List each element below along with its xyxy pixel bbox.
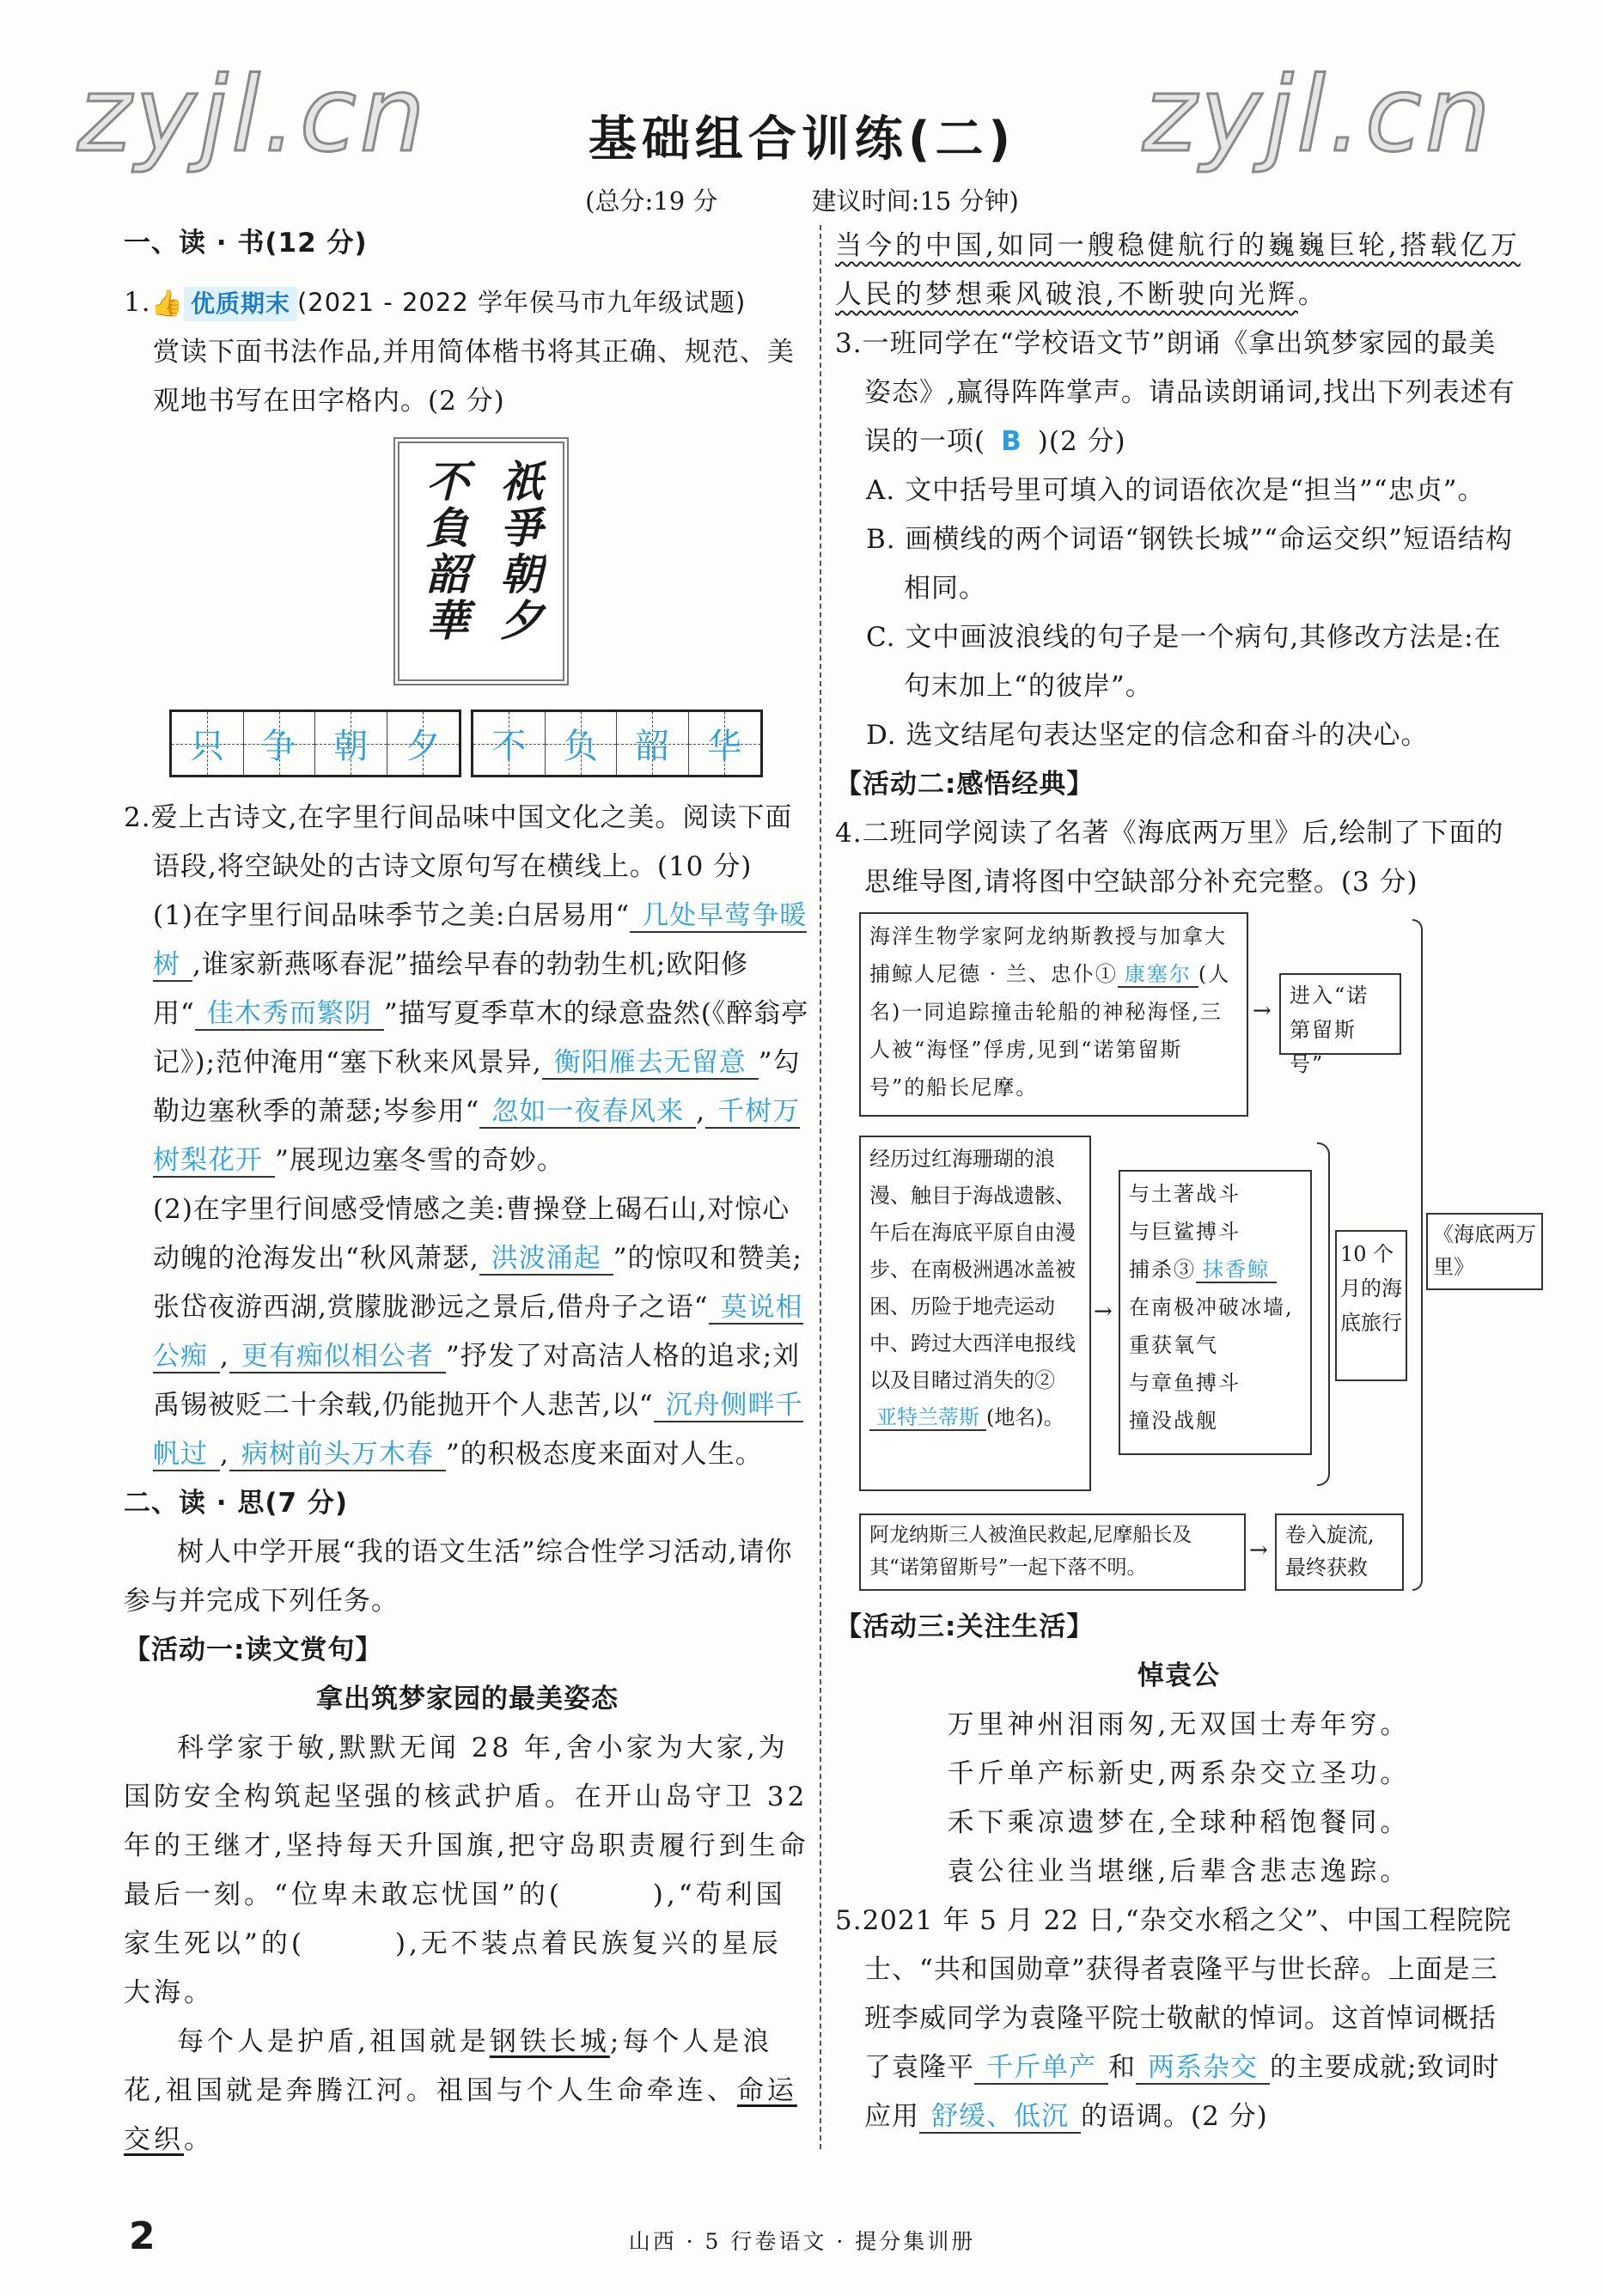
answer-blank: 沉舟侧畔千帆过 xyxy=(153,1390,803,1470)
tianzige-grid-2 xyxy=(471,710,763,777)
tianzige-grid-1 xyxy=(169,710,461,777)
q1-source: (2021 - 2022 学年侯马市九年级试题) xyxy=(296,288,747,317)
activity3-heading: 【活动三:关注生活】 xyxy=(835,1611,1095,1642)
right-column xyxy=(835,222,1536,2141)
q1-text: 赏读下面书法作品,并用简体楷书将其正确、规范、美观地书写在田字格内。(2 分) xyxy=(153,337,795,417)
section2-heading: 二、读 · 思(7 分) xyxy=(124,1488,349,1519)
column-divider xyxy=(820,225,821,2149)
article-para3: 当今的中国,如同一艘稳健航行的巍巍巨轮,搭载亿万人民的梦想乘风破浪,不断驶向光辉。 xyxy=(835,230,1521,310)
q2-intro: 爱上古诗文,在字里行间品味中国文化之美。阅读下面语段,将空缺处的古诗文原句写在横线上。(10 分) xyxy=(150,802,793,882)
watermark: zyjl.cn xyxy=(1143,56,1494,175)
grid-cell: 华 xyxy=(689,712,760,775)
answer-blank: 千树万树梨花开 xyxy=(153,1096,801,1176)
q3-option-a: A. 文中括号里可填入的词语依次是“担当”“忠贞”。 xyxy=(866,475,1485,506)
poem-line: 袁公往业当堪继,后辈含悲志逸踪。 xyxy=(947,1856,1411,1887)
arrow-right-icon: → xyxy=(1253,998,1272,1024)
answer-blank: 更有痴似相公者 xyxy=(229,1341,446,1373)
total-score: (总分:19 分 xyxy=(585,186,718,216)
poem-line: 禾下乘凉遗梦在,全球种稻饱餐同。 xyxy=(947,1807,1411,1838)
mind-map xyxy=(859,912,1546,1599)
brace-icon xyxy=(1412,919,1423,1591)
answer-blank: 亚特兰蒂斯 xyxy=(869,1405,986,1431)
question-4: 4.二班同学阅读了名著《海底两万里》后,绘制了下面的思维导图,请将图中空缺部分补充完整。(3 分) xyxy=(835,818,1504,898)
poem-line: 千斤单产标新史,两系杂交立圣功。 xyxy=(947,1758,1411,1789)
quality-badge: 优质期末 xyxy=(184,287,297,321)
page-number: 2 xyxy=(129,2214,156,2258)
answer-blank: 两系杂交 xyxy=(1136,2052,1270,2085)
answer-blank: 舒缓、低沉 xyxy=(919,2101,1081,2134)
answer-blank: 千斤单产 xyxy=(974,2052,1108,2085)
poem-line: 万里神州泪雨匆,无双国士寿年穷。 xyxy=(947,1709,1411,1740)
answer-blank: 病树前头万木春 xyxy=(229,1439,446,1471)
activity1-heading: 【活动一:读文赏句】 xyxy=(124,1635,383,1666)
mindmap-box-enter: 进入“诺第留斯号” xyxy=(1279,973,1401,1055)
mindmap-box-events: 与土著战斗 与巨鲨搏斗 捕杀③ 抹香鲸 在南极冲破冰墙, 重获氧气 与章鱼搏斗 撞没战舰 xyxy=(1119,1170,1312,1455)
grid-cell: 不 xyxy=(473,712,546,775)
q2-part2: (2)在字里行间感受情感之美:曹操登上碣石山,对惊心动魄的沧海发出“秋风萧瑟, 洪波涌起 ”的惊叹和赞美;张岱夜游西湖,赏朦胧渺远之景后,借舟子之语“ 莫说相公痴 , 更有痴似相公者 ”抒发了对高洁人格的追求;刘禹锡被贬二十余载,仍能抛开个人悲苦,以“ 沉舟侧畔千帆过 , 病树前头万木春 ”的积极态度来面对人生。 xyxy=(153,1194,803,1470)
mindmap-box-ending: 阿龙纳斯三人被渔民救起,尼摩船长及其“诺第留斯号”一起下落不明。 xyxy=(859,1513,1246,1591)
answer-blank: 几处早莺争暖树 xyxy=(153,900,808,980)
mindmap-box-ten-months: 10 个月的海底旅行 xyxy=(1335,1230,1407,1381)
mindmap-box-rescued: 卷入旋流,最终获救 xyxy=(1275,1513,1404,1591)
article-title: 拿出筑梦家园的最美姿态 xyxy=(316,1684,619,1714)
poem-title: 悼袁公 xyxy=(1137,1660,1220,1691)
answer-blank: 莫说相公痴 xyxy=(153,1292,803,1372)
answer-blank: 抹香鲸 xyxy=(1196,1258,1277,1283)
arrow-right-icon: → xyxy=(1094,1299,1113,1325)
mindmap-box-start: 海洋生物学家阿龙纳斯教授与加拿大捕鲸人尼德 · 兰、忠仆① 康塞尔 (人名)一同追踪撞击轮船的神秘海怪,三人被“海怪”俘虏,见到“诺第留斯号”的船长尼摩。 xyxy=(859,912,1248,1117)
q2-number: 2. xyxy=(124,802,151,833)
question-1 xyxy=(124,278,811,426)
suggested-time: 建议时间:15 分钟) xyxy=(811,186,1019,216)
mindmap-box-book-title: 《海底两万里》 xyxy=(1426,1213,1543,1290)
grid-cell: 夕 xyxy=(387,712,459,775)
mindmap-box-journey-detail: 经历过红海珊瑚的浪漫、触目于海战遗骸、午后在海底平原自由漫步、在南极洲遇冰盖被困、历险于地壳运动中、跨过大西洋电报线以及目睹过消失的②亚特兰蒂斯 (地名)。 xyxy=(859,1136,1091,1491)
q3-option-b: B. 画横线的两个词语“钢铁长城”“命运交织”短语结构相同。 xyxy=(866,524,1513,604)
section1-heading: 一、读 · 书(12 分) xyxy=(124,228,368,259)
answer-blank: 忽如一夜春风来 xyxy=(479,1096,696,1129)
activity2-heading: 【活动二:感悟经典】 xyxy=(835,769,1095,800)
watermark: zyjl.cn xyxy=(77,56,429,175)
q2-part1: (1)在字里行间品味季节之美:白居易用“ 几处早莺争暖树 ,谁家新燕啄春泥”描绘早春的勃勃生机;欧阳修用“ 佳木秀而繁阴 ”描写夏季草木的绿意盎然(《醉翁亭记》);范仲淹用“塞下秋来风景异, 衡阳雁去无留意 ”勾勒边塞秋季的萧瑟;岑参用“ 忽如一夜春风来 , 千树万树梨花开 ”展现边塞冬雪的奇妙。 xyxy=(153,900,809,1176)
left-column-flow xyxy=(124,794,811,2165)
page-title: 基础组合训练(二) xyxy=(588,112,1016,167)
brace-icon xyxy=(1317,1142,1330,1486)
answer-blank: 康塞尔 xyxy=(1118,962,1198,988)
arrow-right-icon: → xyxy=(1249,1538,1268,1563)
section1 xyxy=(124,219,811,426)
answer-blank: 洪波涌起 xyxy=(479,1243,613,1276)
underlined-phrase: 命运交织 xyxy=(124,2075,797,2155)
grid-cell: 朝 xyxy=(315,712,387,775)
q1-number: 1. xyxy=(124,287,151,318)
q3-answer: B xyxy=(1001,426,1022,457)
grid-cell: 只 xyxy=(172,712,244,775)
section2-intro: 树人中学开展“我的语文生活”综合性学习活动,请你参与并完成下列任务。 xyxy=(124,1537,793,1617)
calligraphy-column-right: 祇爭朝夕 xyxy=(493,459,544,644)
question-5: 5.2021 年 5 月 22 日,“杂交水稻之父”、中国工程院院士、“共和国勋章”获得者袁隆平与世长辞。上面是三班李威同学为袁隆平院士敬献的悼词。这首悼词概括了袁隆平 千斤单产 和 两系杂交 的主要成就;致词时应用 舒缓、低沉 的语调。(2 分) xyxy=(835,1905,1512,2132)
q3-option-c: C. 文中画波浪线的句子是一个病句,其修改方法是:在句末加上“的彼岸”。 xyxy=(866,622,1502,702)
calligraphy-column-left: 不負韶華 xyxy=(419,459,470,644)
grid-cell: 争 xyxy=(244,712,316,775)
q3-option-d: D. 选文结尾句表达坚定的信念和奋斗的决心。 xyxy=(866,720,1429,751)
question-3: 3.一班同学在“学校语文节”朗诵《拿出筑梦家园的最美姿态》,赢得阵阵掌声。请品读朗诵词,找出下列表述有误的一项( B )(2 分) xyxy=(835,328,1516,457)
article-para1: 科学家于敏,默默无闻 28 年,舍小家为大家,为国防安全构筑起坚强的核武护盾。在开山岛守卫 32 年的王继才,坚持每天升国旗,把守岛职责履行到生命最后一刻。“位卑未敢忘忧国”的( ),“苟利国家生死以”的( ),无不装点着民族复兴的星辰大海。 xyxy=(124,1733,809,2008)
answer-blank: 衡阳雁去无留意 xyxy=(542,1047,759,1080)
question-2 xyxy=(124,794,811,1479)
thumbs-up-icon: 👍 xyxy=(150,289,184,319)
grid-cell: 韶 xyxy=(617,712,689,775)
article-para2: 每个人是护盾,祖国就是钢铁长城;每个人是浪花,祖国就是奔腾江河。祖国与个人生命牵连、命运交织。 xyxy=(124,2026,797,2155)
underlined-phrase: 钢铁长城 xyxy=(489,2026,610,2057)
footer-text: 山西 · 5 行卷语文 · 提分集训册 xyxy=(628,2229,976,2254)
answer-blank: 佳木秀而繁阴 xyxy=(195,998,384,1031)
calligraphy-artwork xyxy=(393,437,569,685)
subtitle xyxy=(0,182,1604,217)
grid-cell: 负 xyxy=(546,712,618,775)
section2 xyxy=(124,1479,811,2165)
wavy-sentence: 当今的中国,如同一艘稳健航行的巍巍巨轮,搭载亿万人民的梦想乘风破浪,不断驶向光辉 xyxy=(835,230,1521,310)
